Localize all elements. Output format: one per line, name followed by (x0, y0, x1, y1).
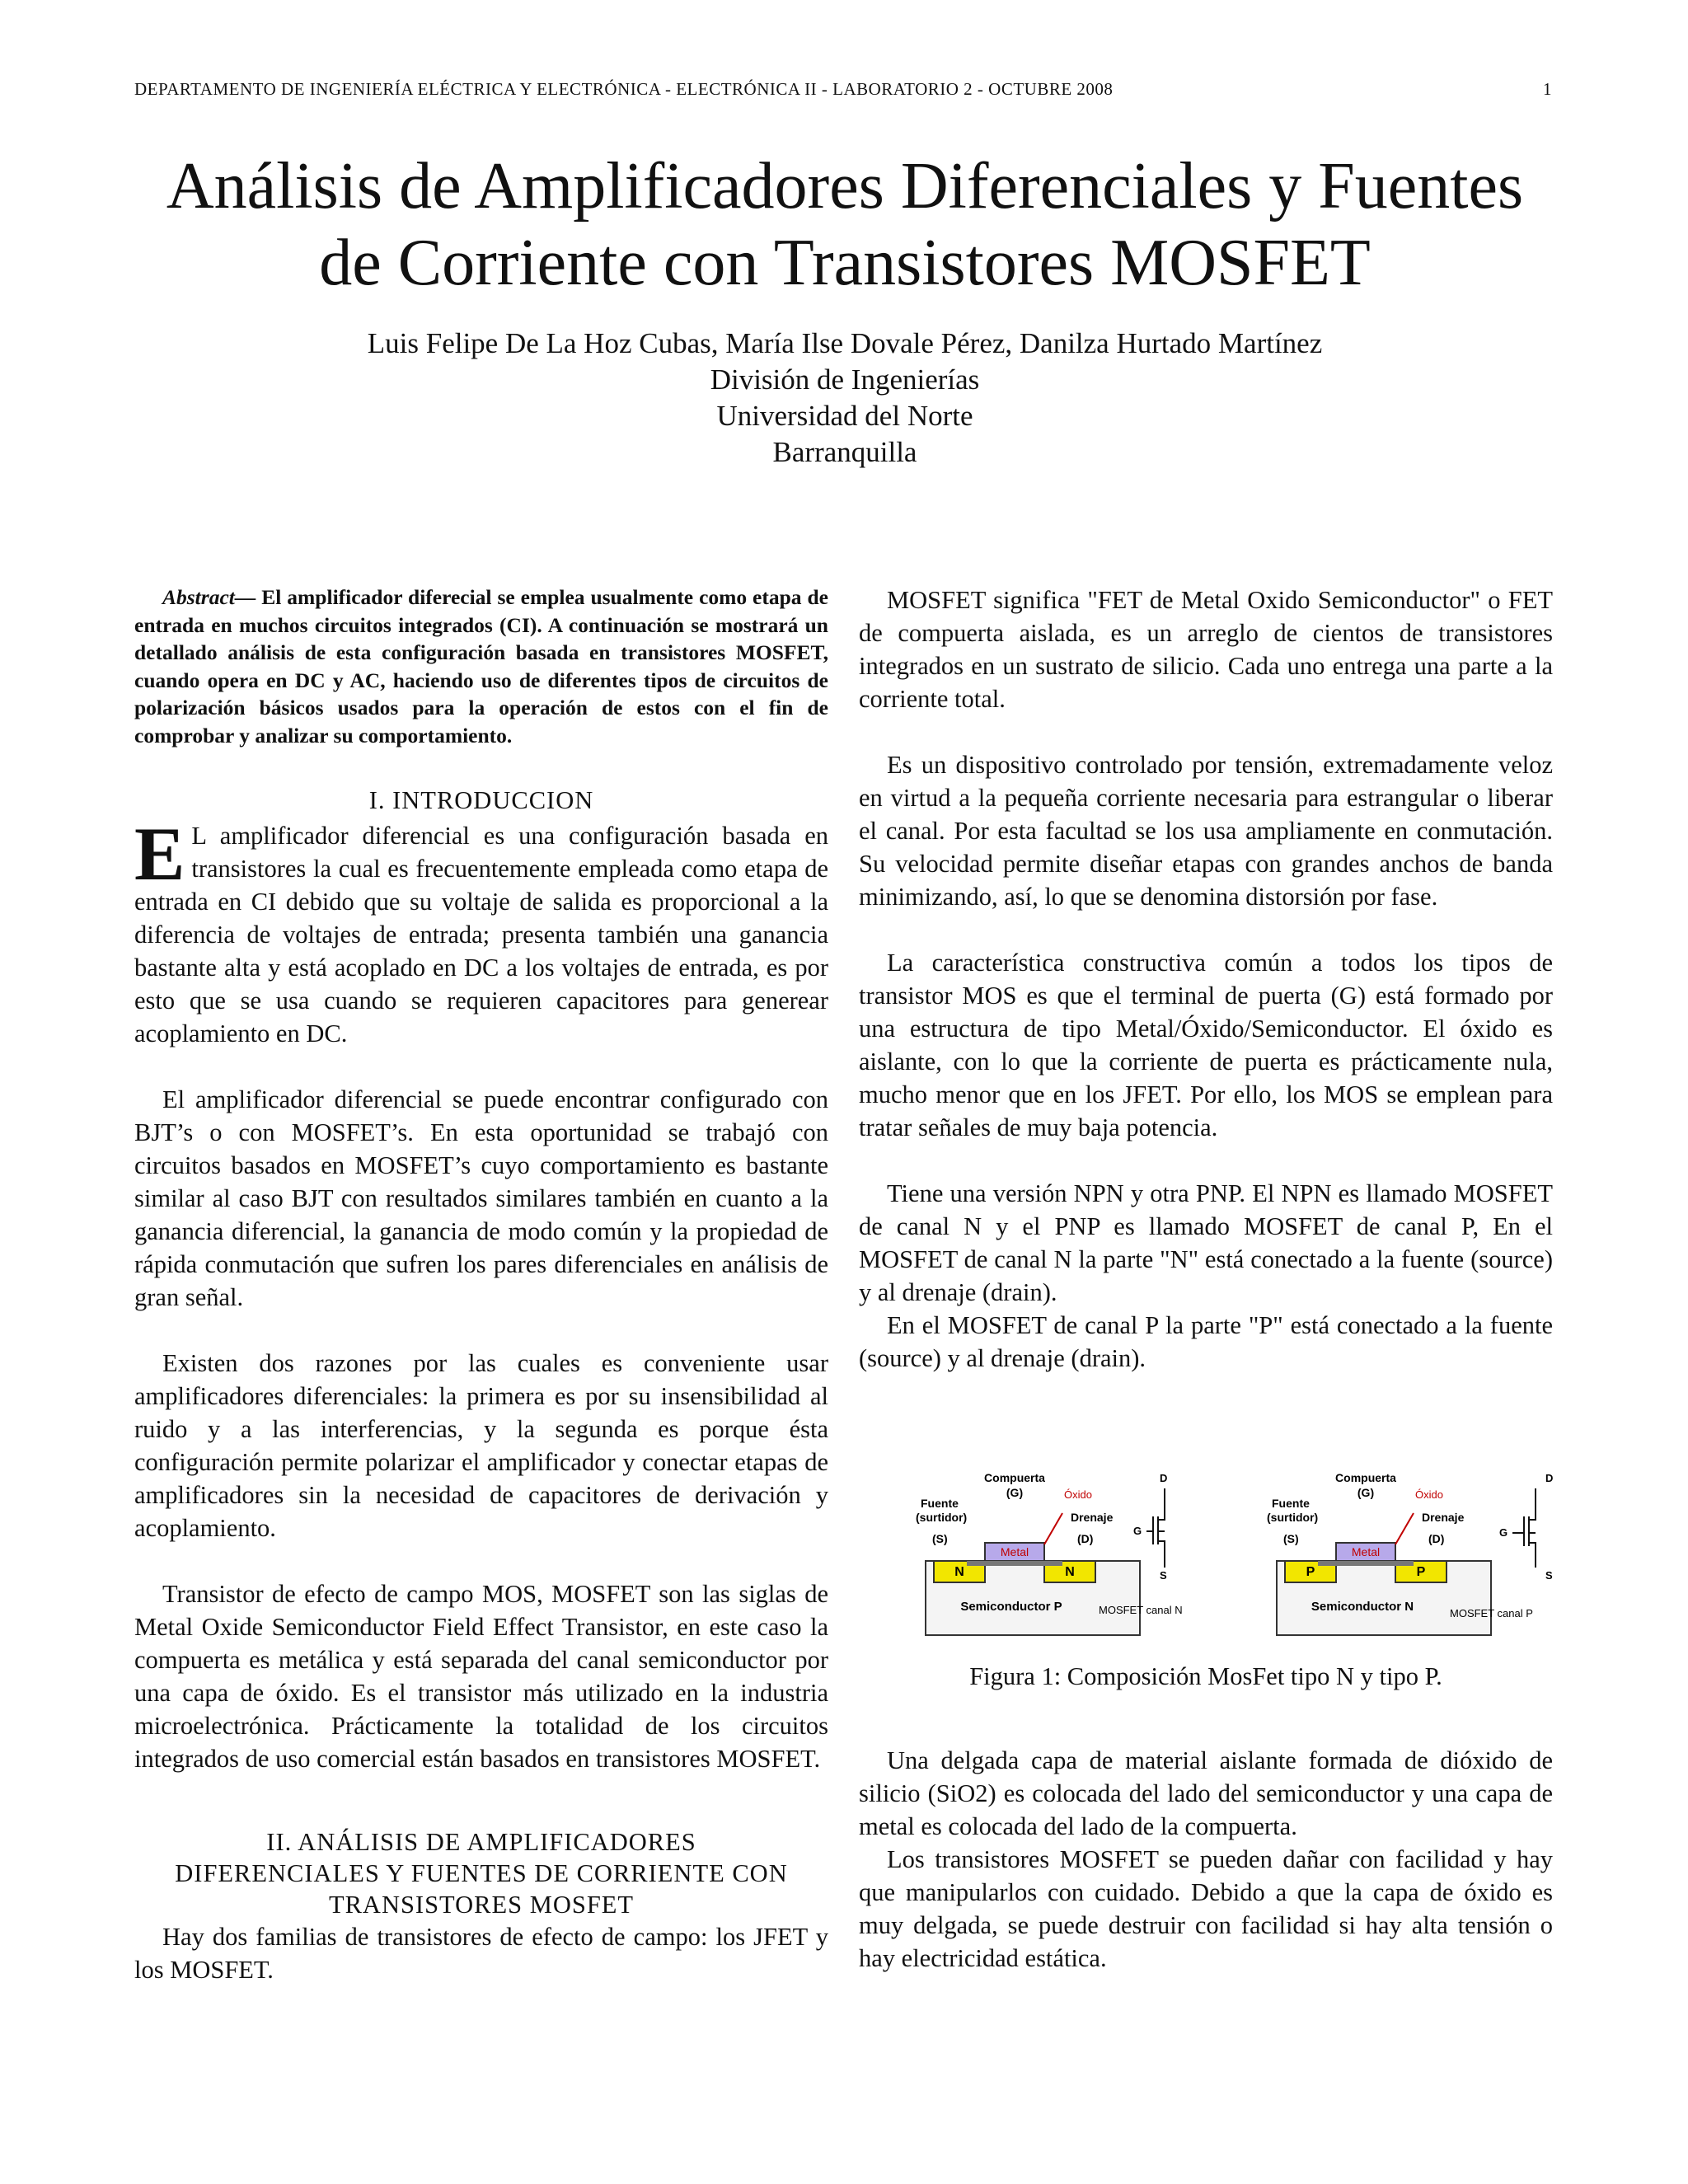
drop-cap: E (134, 811, 185, 896)
right-paragraph-3: La característica constructiva común a todos los tipos de transistor MOS es que el terminal de puerta (G) está formado por una estructura de tipo Metal/Óxido/Semiconductor. El óxido es aislante, con lo que la corriente de puerta es prácticamente nula, mucho menor que en los JFET. Por ello, los MOS se emplean para tratar señales de muy baja potencia. (859, 949, 1553, 1141)
p-channel-device (1267, 1471, 1553, 1635)
paper-title (82, 148, 1607, 302)
n-metal-label: Metal (1000, 1545, 1029, 1558)
n-symbol-D: D (1160, 1472, 1168, 1484)
right-paragraph-4: Tiene una versión NPN y otra PNP. El NPN es llamado MOSFET de canal N y el PNP es llamado MOSFET de canal P, En el MOSFET de canal N la parte "N" está conectado a la fuente (source) y al drenaje (drain). (859, 1179, 1553, 1306)
section-1-heading: I. INTRODUCCION (368, 785, 594, 814)
author-division: División de Ingenierías (710, 363, 980, 396)
right-paragraph-1: MOSFET significa "FET de Metal Oxido Semiconductor" o FET de compuerta aislada, es un arreglo de cientos de transistores integrados en un sustrato de silicio. Cada uno entrega una parte a la corriente total. (859, 586, 1553, 713)
section-2-heading-line-1: II. ANÁLISIS DE AMPLIFICADORES (266, 1827, 696, 1856)
running-header (134, 79, 1552, 100)
section-2-heading-line-2: DIFERENCIALES Y FUENTES DE CORRIENTE CON (175, 1858, 788, 1887)
right-paragraph-2: Es un dispositivo controlado por tensión, extremadamente veloz en virtud a la pequeña corriente necesaria para estrangular o liberar el canal. Por esta facultad se los usa ampliamente en conmutación. Su velocidad permite diseñar etapas con grandes anchos de banda minimizando, así, lo que se denomina distorsión por fase. (859, 751, 1553, 911)
section-2-heading-line-3: TRANSISTORES MOSFET (328, 1890, 635, 1919)
author-city: Barranquilla (772, 436, 917, 468)
title-line-2: de Corriente con Transistores MOSFET (319, 227, 1371, 299)
page-number: 1 (1543, 79, 1552, 99)
author-block (165, 326, 1525, 471)
p-oxide-pointer (1395, 1513, 1414, 1544)
p-symbol-G: G (1499, 1526, 1508, 1539)
p-metal-label: Metal (1351, 1545, 1381, 1558)
p-gate-symbol: (G) (1357, 1486, 1375, 1499)
figure-1 (888, 1455, 1582, 1645)
intro-paragraph-3: Existen dos razones por las cuales es conveniente usar amplificadores diferenciales: la primera es por su insensibilidad al ruido y a las interferencias, y la segunda es porque ésta configuración permite polarizar el amplificador y conectar etapas de amplificadores sin la necesidad de capacitores de derivación y acoplamiento. (134, 1348, 828, 1542)
n-symbol-S: S (1160, 1569, 1167, 1582)
mosfet-diagram (888, 1455, 1582, 1645)
n-channel-device (916, 1471, 1183, 1635)
abstract (134, 583, 828, 750)
n-device-label: MOSFET canal N (1099, 1604, 1183, 1616)
abstract-text: El amplificador diferecial se emplea usualmente como etapa de entrada en muchos circuitos integrados (CI). A continuación se mostrará un detallado análisis de esta configuración basada en transistores MOSFET, cuando opera en DC y AC, haciendo uso de diferentes tipos de circuitos de polarización básicos usados para la operación de estos con el fin de comprobar y analizar su comportamiento. (134, 585, 828, 748)
p-left-region-label: P (1306, 1565, 1315, 1579)
author-names: Luis Felipe De La Hoz Cubas, María Ilse Dovale Pérez, Danilza Hurtado Martínez (367, 327, 1323, 359)
p-substrate-label: Semiconductor N (1311, 1600, 1414, 1614)
p-source-symbol: (S) (1283, 1532, 1299, 1545)
abstract-label: Abstract— (162, 585, 256, 609)
n-drain-symbol: (D) (1077, 1532, 1094, 1545)
p-source-sub-label: (surtidor) (1267, 1511, 1319, 1524)
title-line-1: Análisis de Amplificadores Diferenciales y Fuentes (166, 150, 1524, 223)
n-left-region-label: N (954, 1565, 964, 1579)
figure-1-caption: Figura 1: Composición MosFet tipo N y tipo P. (969, 1662, 1442, 1690)
author-university: Universidad del Norte (716, 400, 973, 432)
intro-paragraph-1-text: L amplificador diferencial es una configuración basada en transistores la cual es frecuentemente empleada como etapa de entrada en CI debido que su voltaje de salida es proporcional a la diferencia de voltajes de entrada; presenta también una ganancia bastante alta y está acoplado en DC a los voltajes de entrada, es por esto que se usa cuando se requieren capacitores para generear acoplamiento en DC. (134, 821, 828, 1047)
n-source-sub-label: (surtidor) (916, 1511, 968, 1524)
section-2-heading (134, 1826, 828, 1920)
n-substrate-label: Semiconductor P (960, 1600, 1062, 1614)
n-drain-label: Drenaje (1071, 1511, 1114, 1524)
n-gate-label: Compuerta (984, 1471, 1045, 1484)
p-symbol-D: D (1545, 1472, 1554, 1484)
right-paragraph-5: En el MOSFET de canal P la parte "P" está conectado a la fuente (source) y al drenaje (drain). (859, 1311, 1553, 1372)
running-title: DEPARTAMENTO DE INGENIERÍA ELÉCTRICA Y ELECTRÓNICA - ELECTRÓNICA II - LABORATORIO 2 - OCTUBRE 2008 (134, 79, 1114, 99)
p-source-label: Fuente (1272, 1497, 1310, 1510)
p-mosfet-symbol (1499, 1472, 1553, 1582)
section-2-paragraph-1: Hay dos familias de transistores de efecto de campo: los JFET y los MOSFET. (134, 1922, 828, 1984)
p-oxide-label: Óxido (1415, 1488, 1443, 1501)
p-oxide-layer (1318, 1561, 1414, 1566)
right-column (859, 583, 1553, 1975)
p-drain-symbol: (D) (1428, 1532, 1445, 1545)
n-oxide-label: Óxido (1064, 1488, 1092, 1501)
n-symbol-G: G (1133, 1525, 1142, 1537)
n-gate-symbol: (G) (1006, 1486, 1024, 1499)
p-symbol-S: S (1545, 1569, 1553, 1582)
intro-paragraph-2: El amplificador diferencial se puede encontrar configurado con BJT’s o con MOSFET’s. En esta oportunidad se trabajó con circuitos basados en MOSFET’s cuyo comportamiento es bastante similar al caso BJT con resultados similares también en cuanto a la ganancia diferencial, la ganancia de modo común y la propiedad de rápida conmutación que sufren los pares diferenciales en análisis de gran señal. (134, 1085, 828, 1311)
n-right-region-label: N (1065, 1565, 1075, 1579)
p-gate-label: Compuerta (1335, 1471, 1396, 1484)
p-right-region-label: P (1416, 1565, 1426, 1579)
n-oxide-pointer (1044, 1513, 1062, 1544)
left-column (134, 583, 828, 1986)
n-source-label: Fuente (921, 1497, 959, 1510)
p-device-label: MOSFET canal P (1450, 1607, 1533, 1619)
right-paragraph-7: Los transistores MOSFET se pueden dañar con facilidad y hay que manipularlos con cuidado. Debido a que la capa de óxido es muy delgada, se puede destruir con facilidad si hay alta tensión o hay electricidad estática. (859, 1845, 1553, 1972)
n-oxide-layer (967, 1561, 1062, 1566)
intro-paragraph-4: Transistor de efecto de campo MOS, MOSFET son las siglas de Metal Oxide Semiconductor Field Effect Transistor, en este caso la compuerta es metálica y está separada del canal semiconductor por una capa de óxido. Es el transistor más utilizado en la industria microelectrónica. Prácticamente la totalidad de los circuitos integrados de uso comercial están basados en transistores MOSFET. (134, 1579, 828, 1773)
n-source-symbol: (S) (932, 1532, 948, 1545)
intro-paragraph-1 (134, 811, 828, 1050)
p-drain-label: Drenaje (1422, 1511, 1465, 1524)
right-paragraph-6: Una delgada capa de material aislante formada de dióxido de silicio (SiO2) es colocada del lado del semiconductor y una capa de metal es colocada del lado de la compuerta. (859, 1746, 1553, 1840)
